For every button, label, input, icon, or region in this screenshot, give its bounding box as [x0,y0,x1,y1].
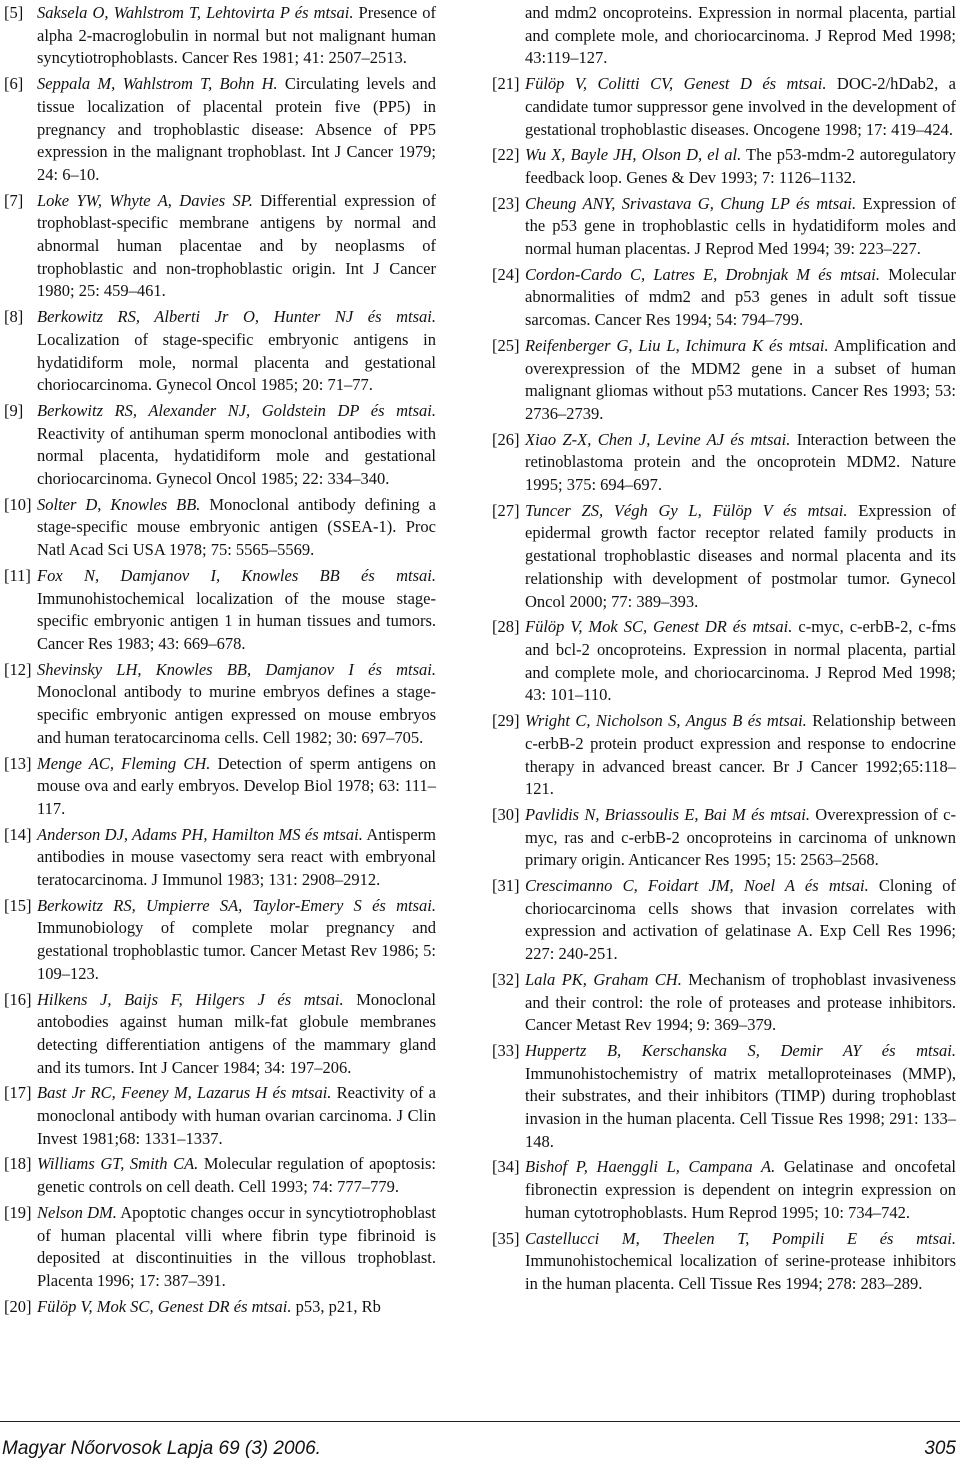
reference-number: [14] [4,824,32,844]
reference-number: [35] [492,1228,520,1248]
reference-text: Immunobiology of complete molar pregnancy and gestational trophoblastic tumor. Cancer Metast Rev 1986; 5: 109–123. [37,918,436,983]
reference-text: Immunohistochemical localization of serine-protease inhibitors in the human placenta. Cell Tissue Res 1994; 278: 283–289. [525,1251,956,1293]
reference-number: [26] [492,429,520,449]
reference-number: [10] [4,494,32,514]
reference-authors: Wu X, Bayle JH, Olson D, el al. [525,145,742,165]
reference-entry [492,1228,956,1296]
reference-number: [9] [4,400,24,420]
reference-entry [492,500,956,614]
reference-text: and mdm2 oncoproteins. Expression in normal placenta, partial and complete mole, and choriocarcinoma. J Reprod Med 1998; 43:119–127. [525,3,956,68]
reference-text: Interaction between the retinoblastoma protein and the oncoprotein MDM2. Nature 1995; 375: 694–697. [525,429,956,495]
reference-authors: Bast Jr RC, Feeney M, Lazarus H és mtsai. [37,1083,332,1103]
reference-entry [492,73,956,141]
reference-number: [25] [492,335,520,355]
reference-authors: Pavlidis N, Briassoulis E, Bai M és mtsai. [525,804,810,824]
reference-authors: Berkowitz RS, Umpierre SA, Taylor-Emery S és mtsai. [37,895,436,915]
reference-text: Amplification and overexpression of the MDM2 gene in a subset of human malignant gliomas without p53 mutations. Cancer Res 1993; 53: 2736–2739. [525,335,956,423]
reference-entry [492,804,956,872]
reference-authors: Xiao Z-X, Chen J, Levine AJ és mtsai. [525,429,791,449]
reference-number: [16] [4,989,32,1009]
reference-authors: Fox N, Damjanov I, Knowles BB és mtsai. [37,565,436,585]
reference-text: Mechanism of trophoblast invasiveness and their control: the role of proteases and protease inhibitors. Cancer Metast Rev 1994; 9: 369–379. [525,969,956,1035]
reference-entry [492,429,956,497]
reference-text: Monoclonal antibody defining a stage-specific mouse embryonic antigen (SSEA-1). Proc Natl Acad Sci USA 1978; 75: 5565–5569. [37,494,436,560]
reference-text: Gelatinase and oncofetal fibronectin expression is dependent on integrin expression on human cytotrophoblasts. Hum Reprod 1995; 10: 734–742. [525,1157,956,1222]
reference-authors: Wright C, Nicholson S, Angus B és mtsai. [525,711,807,731]
reference-text: Detection of sperm antigens on mouse ova and early embryos. Develop Biol 1978; 63: 111–117. [37,753,436,818]
reference-entry [4,1082,436,1150]
reference-text: DOC-2/hDab2, a candidate tumor suppressor gene involved in the development of gestational trophoblastic diseases. Oncogene 1998; 17: 419–424. [525,74,956,139]
reference-number: [33] [492,1040,520,1060]
reference-entry [4,2,436,70]
reference-entry [492,193,956,261]
reference-number: [12] [4,659,32,679]
reference-entry [4,306,436,397]
reference-text: The p53-mdm-2 autoregulatory feedback loop. Genes & Dev 1993; 7: 1126–1132. [525,145,956,187]
reference-entry [492,1040,956,1154]
reference-authors: Berkowitz RS, Alexander NJ, Goldstein DP és mtsai. [37,400,436,420]
reference-entry [4,753,436,821]
reference-number: [11] [4,565,31,585]
reference-entry [492,144,956,189]
reference-text: Differential expression of trophoblast-specific membrane antigens by normal and abnormal human placentae and by neoplasms of trophoblastic and non-trophoblastic origin. Int J Cancer 1980; 25: 459–461. [37,190,436,301]
reference-text: Monoclonal antibody to murine embryos defines a stage-specific embryonic antigen expressed on mouse embryos and human teratocarcinoma cells. Cell 1982; 30: 697–705. [37,682,436,747]
reference-text: Immunohistochemistry of matrix metalloproteinases (MMP), their substrates, and their inhibitors (TIMP) during trophoblast invasion in the human placenta. Cell Tissue Res 1998; 291: 133–148. [525,1063,956,1151]
reference-authors: Bishof P, Haenggli L, Campana A. [525,1157,776,1177]
reference-number: [23] [492,193,520,213]
reference-entry [492,1156,956,1224]
reference-authors: Lala PK, Graham CH. [525,969,682,989]
reference-authors: Hilkens J, Baijs F, Hilgers J és mtsai. [37,989,344,1009]
reference-entry [4,494,436,562]
reference-number: [15] [4,895,32,915]
reference-entry [492,335,956,426]
reference-authors: Berkowitz RS, Alberti Jr O, Hunter NJ és mtsai. [37,307,436,327]
reference-number: [21] [492,74,520,94]
reference-text: Localization of stage-specific embryonic antigens in hydatidiform mole, normal placenta and gestational choriocarcinoma. Gynecol Oncol 1985; 20: 71–77. [37,329,436,395]
reference-entry [492,2,956,70]
reference-number: [19] [4,1202,32,1222]
reference-authors: Loke YW, Whyte A, Davies SP. [37,190,253,210]
reference-entry [4,659,436,750]
reference-number: [13] [4,753,32,773]
reference-number: [29] [492,711,520,731]
reference-authors: Fülöp V, Mok SC, Genest DR és mtsai. [525,617,793,637]
reference-number: [17] [4,1083,32,1103]
reference-text: Cloning of choriocarcinoma cells shows that invasion correlates with expression and activation of gelatinase A. Exp Cell Res 1996; 227: 240-251. [525,876,956,964]
reference-number: [31] [492,876,520,896]
reference-text: p53, p21, Rb [291,1296,381,1316]
reference-authors: Cheung ANY, Srivastava G, Chung LP és mtsai. [525,193,857,213]
references-right-column [492,2,956,1299]
reference-entry [492,875,956,966]
reference-text: Expression of epidermal growth factor receptor related family products in gestational trophoblastic diseases and normal placenta and its relationship with development of postmolar tumor. Gynecol Oncol 2000; 77: 389–393. [525,500,956,611]
footer-divider [0,1421,960,1422]
reference-authors: Shevinsky LH, Knowles BB, Damjanov I és mtsai. [37,659,436,679]
reference-entry [492,264,956,332]
reference-entry [492,710,956,801]
reference-entry [492,969,956,1037]
reference-authors: Crescimanno C, Foidart JM, Noel A és mtsai. [525,876,869,896]
reference-text: Circulating levels and tissue localization of placental protein five (PP5) in pregnancy and trophoblastic disease: Absence of PP5 expression in the malignant trophoblast. Int J Cancer 1979; 24: 6–10. [37,74,436,184]
reference-authors: Seppala M, Wahlstrom T, Bohn H. [37,74,278,94]
reference-number: [32] [492,969,520,989]
references-left-column [4,2,436,1321]
reference-number: [6] [4,74,24,94]
reference-text: Overexpression of c-myc, ras and c-erbB-2 oncoproteins in carcinoma of unknown primary origin. Anticancer Res 1995; 15: 2563–2568. [525,804,956,870]
reference-text: Relationship between c-erbB-2 protein product expression and response to endocrine therapy in advanced breast cancer. Br J Cancer 1992;65:118–121. [525,711,956,799]
reference-entry [4,824,436,892]
reference-entry [4,190,436,304]
reference-number: [20] [4,1296,32,1316]
reference-authors: Fülöp V, Colitti CV, Genest D és mtsai. [525,74,827,94]
reference-authors: Cordon-Cardo C, Latres E, Drobnjak M és mtsai. [525,264,881,284]
reference-authors: Williams GT, Smith CA. [37,1154,199,1174]
reference-entry [4,1202,436,1293]
reference-entry [4,1296,436,1319]
reference-number: [22] [492,145,520,165]
reference-number: [28] [492,617,520,637]
reference-authors: Reifenberger G, Liu L, Ichimura K és mtsai. [525,335,829,355]
reference-authors: Tuncer ZS, Végh Gy L, Fülöp V és mtsai. [525,500,848,520]
reference-text: Molecular abnormalities of mdm2 and p53 genes in adult soft tissue sarcomas. Cancer Res 1994; 54: 794–799. [525,264,956,330]
reference-authors: Castellucci M, Theelen T, Pompili E és mtsai. [525,1228,956,1248]
reference-text: Apoptotic changes occur in syncytiotrophoblast of human placental villi where fibrin type fibrinoid is deposited at discontinuities in the villous trophoblast. Placenta 1996; 17: 387–391. [37,1202,436,1290]
reference-authors: Saksela O, Wahlstrom T, Lehtovirta P és mtsai. [37,3,354,22]
reference-authors: Menge AC, Fleming CH. [37,753,211,773]
reference-entry [492,616,956,707]
reference-text: Immunohistochemical localization of the mouse stage-specific embryonic antigen 1 in human tissues and tumors. Cancer Res 1983; 43: 669–678. [37,588,436,653]
reference-number: [27] [492,500,520,520]
reference-number: [5] [4,3,24,22]
footer-journal-title: Magyar Nőorvosok Lapja 69 (3) 2006. [2,1438,321,1459]
reference-text: Molecular regulation of apoptosis: genetic controls on cell death. Cell 1993; 74: 777–779. [37,1154,436,1197]
reference-number: [30] [492,804,520,824]
reference-entry [4,400,436,491]
reference-entry [4,895,436,986]
reference-entry [4,73,436,187]
reference-text: Antisperm antibodies in mouse vasectomy sera react with embryonal teratocarcinoma. J Immunol 1983; 131: 2908–2912. [37,824,436,890]
reference-number: [34] [492,1157,520,1177]
reference-text: Expression of the p53 gene in trophoblastic cells in hydatidiform moles and normal human placentas. J Reprod Med 1994; 39: 223–227. [525,193,956,259]
reference-text: Reactivity of a monoclonal antibody with human ovarian carcinoma. J Clin Invest 1981;68: 1331–1337. [37,1083,436,1148]
reference-authors: Anderson DJ, Adams PH, Hamilton MS és mtsai. [37,824,363,844]
reference-number: [24] [492,264,520,284]
reference-number: [18] [4,1154,32,1174]
reference-entry [4,565,436,656]
reference-entry [4,989,436,1080]
reference-authors: Fülöp V, Mok SC, Genest DR és mtsai. [37,1296,292,1316]
reference-entry [4,1153,436,1198]
reference-number: [8] [4,307,24,327]
reference-authors: Nelson DM. [37,1202,117,1222]
reference-number: [7] [4,190,24,210]
reference-text: Presence of alpha 2-macroglobulin in normal but not malignant human syncytiotrophoblasts. Cancer Res 1981; 41: 2507–2513. [37,3,436,68]
reference-text: Monoclonal antobodies against human milk-fat globule membranes detecting differentiation antigens of the mammary gland and its tumors. Int J Cancer 1984; 34: 197–206. [37,989,436,1077]
reference-authors: Huppertz B, Kerschanska S, Demir AY és mtsai. [525,1040,956,1060]
reference-text: c-myc, c-erbB-2, c-fms and bcl-2 oncoproteins. Expression in normal placenta, partial and complete mole, and choriocarcinoma. J Reprod Med 1998; 43: 101–110. [525,617,956,705]
footer-page-number: 305 [924,1438,956,1459]
reference-authors: Solter D, Knowles BB. [37,494,201,514]
reference-text: Reactivity of antihuman sperm monoclonal antibodies with normal placenta, hydatidiform mole and gestational choriocarcinoma. Gynecol Oncol 1985; 22: 334–340. [37,423,436,489]
